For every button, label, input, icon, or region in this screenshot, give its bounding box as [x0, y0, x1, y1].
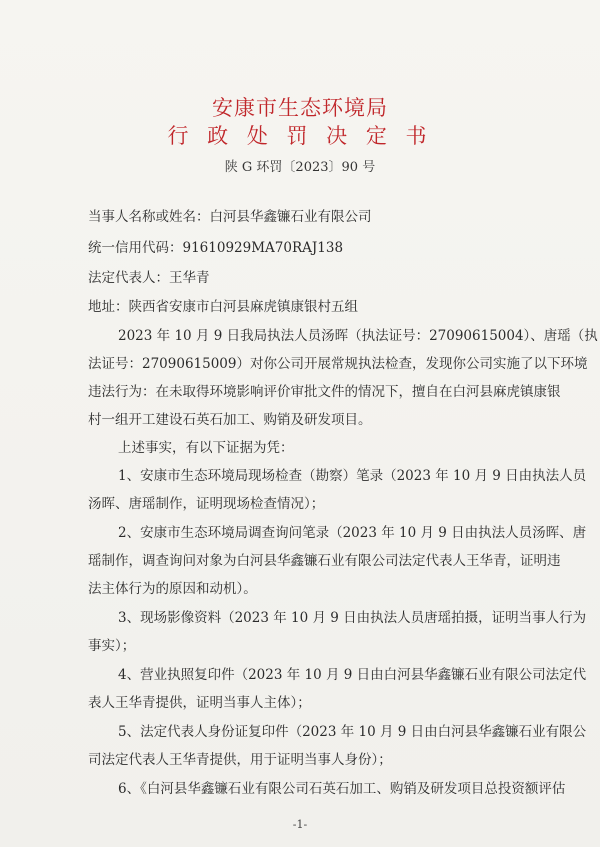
evidence-item-line: 法主体行为的原因和动机）。	[88, 581, 257, 597]
evidence-item-line: 汤晖、唐瑶制作，证明现场检查情况）；	[88, 496, 325, 512]
fact-paragraph-line: 违法行为：在未取得环境影响评价审批文件的情况下，擅自在白河县麻虎镇康银	[88, 384, 561, 400]
evidence-item-line: 3、现场影像资料（2023 年 10 月 9 日由执法人员唐瑶拍摄，证明当事人行为	[118, 610, 587, 626]
page-number: -1-	[292, 818, 308, 831]
fact-paragraph-line: 法证号：27090615009）对你公司开展常规执法检查，发现你公司实施了以下环境	[88, 356, 588, 372]
evidence-item-line: 2、安康市生态环境局调查询问笔录（2023 年 10 月 9 日由执法人员汤晖、唐	[118, 525, 587, 541]
evidence-item-line: 5、法定代表人身份证复印件（2023 年 10 月 9 日由白河县华鑫镰石业有限公	[118, 724, 587, 740]
legal-representative: 法定代表人：王华青	[88, 270, 210, 286]
party-address: 地址：陕西省安康市白河县麻虎镇康银村五组	[88, 299, 358, 315]
document-title: 行 政 处 罚 决 定 书	[167, 124, 433, 148]
issuing-authority: 安康市生态环境局	[212, 96, 388, 120]
party-name: 当事人名称或姓名：白河县华鑫镰石业有限公司	[88, 209, 372, 225]
evidence-item-line: 事实）；	[88, 638, 136, 654]
evidence-intro: 上述事实，有以下证据为凭：	[118, 440, 294, 456]
evidence-item-line: 表人王华青提供，证明当事人主体）；	[88, 695, 311, 711]
evidence-item-line: 司法定代表人王华青提供，用于证明当事人身份）；	[88, 752, 392, 768]
fact-paragraph-line: 2023 年 10 月 9 日我局执法人员汤晖（执法证号：27090615004）、唐瑶（执	[118, 328, 598, 344]
document-number: 陕 G 环罚〔2023〕90 号	[224, 160, 376, 175]
credit-code: 统一信用代码：91610929MA70RAJ138	[88, 240, 344, 256]
evidence-item-line: 1、安康市生态环境局现场检查（勘察）笔录（2023 年 10 月 9 日由执法人员	[118, 468, 587, 484]
evidence-item-line: 瑶制作，调查询问对象为白河县华鑫镰石业有限公司法定代表人王华青，证明违	[88, 553, 561, 569]
evidence-item-line: 4、营业执照复印件（2023 年 10 月 9 日由白河县华鑫镰石业有限公司法定代	[118, 667, 587, 683]
fact-paragraph-line: 村一组开工建设石英石加工、购销及研发项目。	[88, 412, 372, 428]
evidence-item-line: 6、《白河县华鑫镰石业有限公司石英石加工、购销及研发项目总投资额评估	[118, 781, 566, 797]
